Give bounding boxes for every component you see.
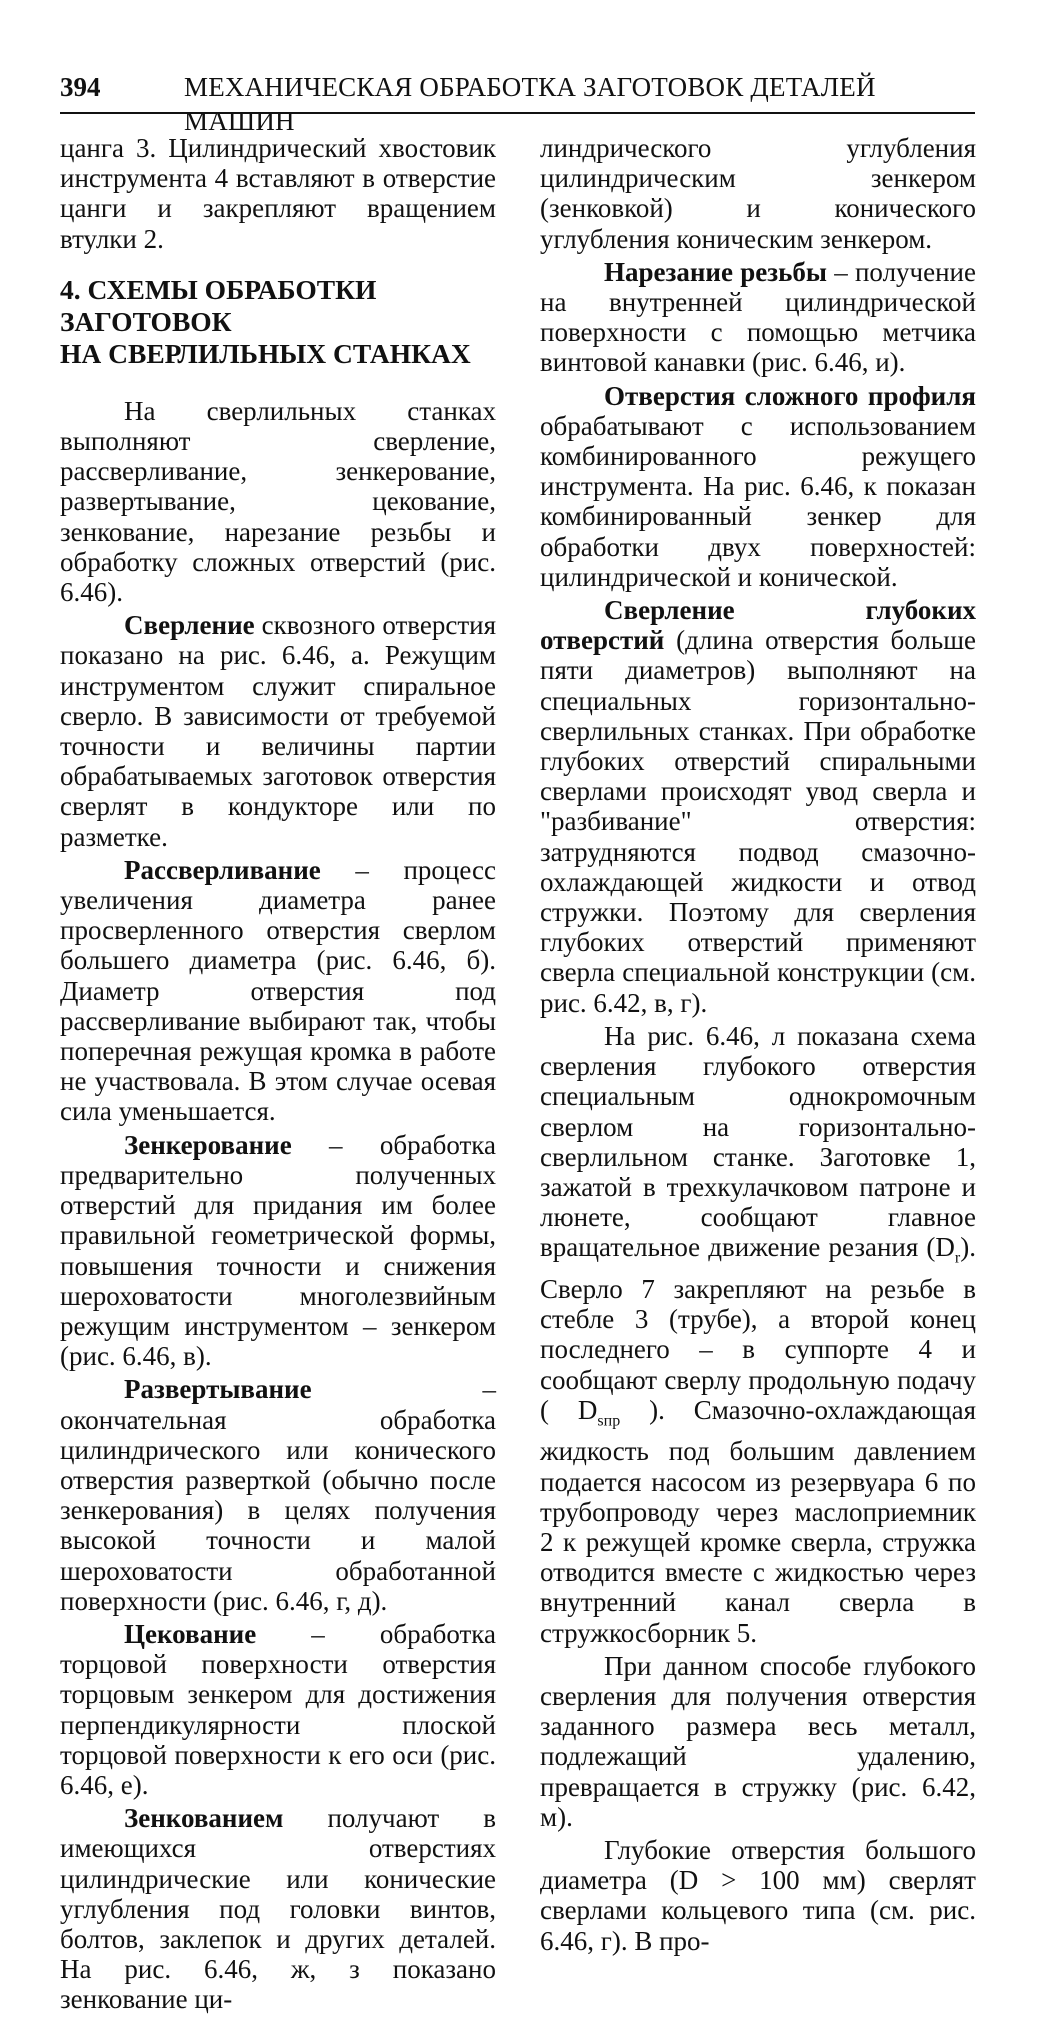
paragraph: Сверление глубоких отверстий (длина отверстия больше пяти диаметров) выполняют на специальных горизонтально-сверлильных станках. При обработке глубоких отверстий спиральными сверлами происходят увод сверла и "разбивание" отверстия: затрудняются подвод смазочно-охлаждающей жидкости и отвод стружки. Поэтому для сверления глубоких отверстий применяют сверла специальной конструкции (см. рис. 6.42, в, г). (540, 595, 976, 1018)
continued-paragraph: цанга 3. Цилиндрический хвостовик инструмента 4 вставляют в отверстие цанги и закрепляют вращением втулки 2. (60, 133, 496, 254)
term: Сверление (124, 610, 255, 641)
paragraph: Цекование – обработка торцовой поверхности отверстия торцовым зенкером для достижения перпендикулярности плоской торцовой поверхности к его оси (рис. 6.46, е). (60, 1618, 496, 1800)
right-column (540, 133, 976, 1959)
term: Зенкованием (124, 1803, 284, 1834)
running-title: МЕХАНИЧЕСКАЯ ОБРАБОТКА ЗАГОТОВОК ДЕТАЛЕЙ МАШИН (184, 72, 876, 136)
paragraph: На рис. 6.46, л показана схема сверления глубокого отверстия специальным однокромочным сверлом на горизонтально-сверлильном станке. Заготовке 1, зажатой в трехкулачковом патроне и люнете, сообщают главное вращательное движение резания $(D_r)$. Сверло 7 закрепляют на резьбе в стебле 3 (трубе), а второй конец последнего – в суппорте 4 и сообщают сверлу продольную подачу ( $D_{sпр}$ ). Смазочно-охлаждающая жидкость под большим давлением подается насосом из резервуара 6 по трубопроводу через маслоприемник 2 к режущей кромке сверла, стружка отводится вместе с жидкостью через внутренний канал сверла в стружкосборник 5. (540, 1020, 976, 1648)
paragraph: Глубокие отверстия большого диаметра (D > 100 мм) сверлят сверлами кольцевого типа (см. рис. 6.46, г). В про- (540, 1834, 976, 1956)
term: Сверление глубоких отверстий (540, 595, 976, 656)
paragraph: На сверлильных станках выполняют сверление, рассверливание, зенкерование, развертывание, цекование, зенкование, нарезание резьбы и обработку сложных отверстий (рис. 6.46). (60, 395, 496, 608)
term: Нарезание резьбы (604, 256, 827, 287)
paragraph: Отверстия сложного профиля обрабатывают с использованием комбинированного режущего инструмента. На рис. 6.46, к показан комбинированный зенкер для обработки двух поверхностей: цилиндрической и конической. (540, 380, 976, 592)
paragraph: Рассверливание – процесс увеличения диаметра ранее просверленного отверстия сверлом большего диаметра (рис. 6.46, б). Диаметр отверстия под рассверливание выбирают так, чтобы поперечная режущая кромка в работе не участвовала. В этом случае осевая сила уменьшается. (60, 854, 496, 1127)
term: Цекование (124, 1618, 257, 1649)
section-heading-line1: 4. СХЕМЫ ОБРАБОТКИ ЗАГОТОВОК (60, 273, 377, 337)
term: Развертывание (124, 1374, 312, 1405)
continued-paragraph: линдрического углубления цилиндрическим зенкером (зенковкой) и конического углубления коническим зенкером. (540, 133, 976, 254)
paragraph: При данном способе глубокого сверления для получения отверстия заданного размера весь металл, подлежащий удалению, превращается в стружку (рис. 6.42, м). (540, 1650, 976, 1832)
section-heading (60, 274, 496, 370)
header-rule (60, 112, 975, 114)
page-number: 394 (60, 72, 101, 102)
term: Зенкерование (124, 1129, 292, 1160)
paragraph: Зенкерование – обработка предварительно полученных отверстий для придания им более правильной геометрической формы, повышения точности и снижения шероховатости многолезвийным режущим инструментом – зенкером (рис. 6.46, в). (60, 1129, 496, 1372)
left-column (60, 133, 496, 2018)
section-heading-line2: НА СВЕРЛИЛЬНЫХ СТАНКАХ (60, 337, 471, 369)
paragraph: Сверление сквозного отверстия показано на рис. 6.46, а. Режущим инструментом служит спиральное сверло. В зависимости от требуемой точности и величины партии обрабатываемых заготовок отверстия сверлят в кондукторе или по разметке. (60, 610, 496, 852)
paragraph: Нарезание резьбы – получение на внутренней цилиндрической поверхности с помощью метчика винтовой канавки (рис. 6.46, и). (540, 256, 976, 378)
paragraph: Зенкованием получают в имеющихся отверстиях цилиндрические или конические углубления под головки винтов, болтов, заклепок и других деталей. На рис. 6.46, ж, з показано зенкование ци- (60, 1803, 496, 2015)
paragraph: Развертывание – окончательная обработка цилиндрического или конического отверстия разверткой (обычно после зенкерования) в целях получения высокой точности и малой шероховатости обработанной поверхности (рис. 6.46, г, д). (60, 1374, 496, 1616)
term: Отверстия сложного профиля (604, 380, 976, 411)
term: Рассверливание (124, 854, 321, 885)
